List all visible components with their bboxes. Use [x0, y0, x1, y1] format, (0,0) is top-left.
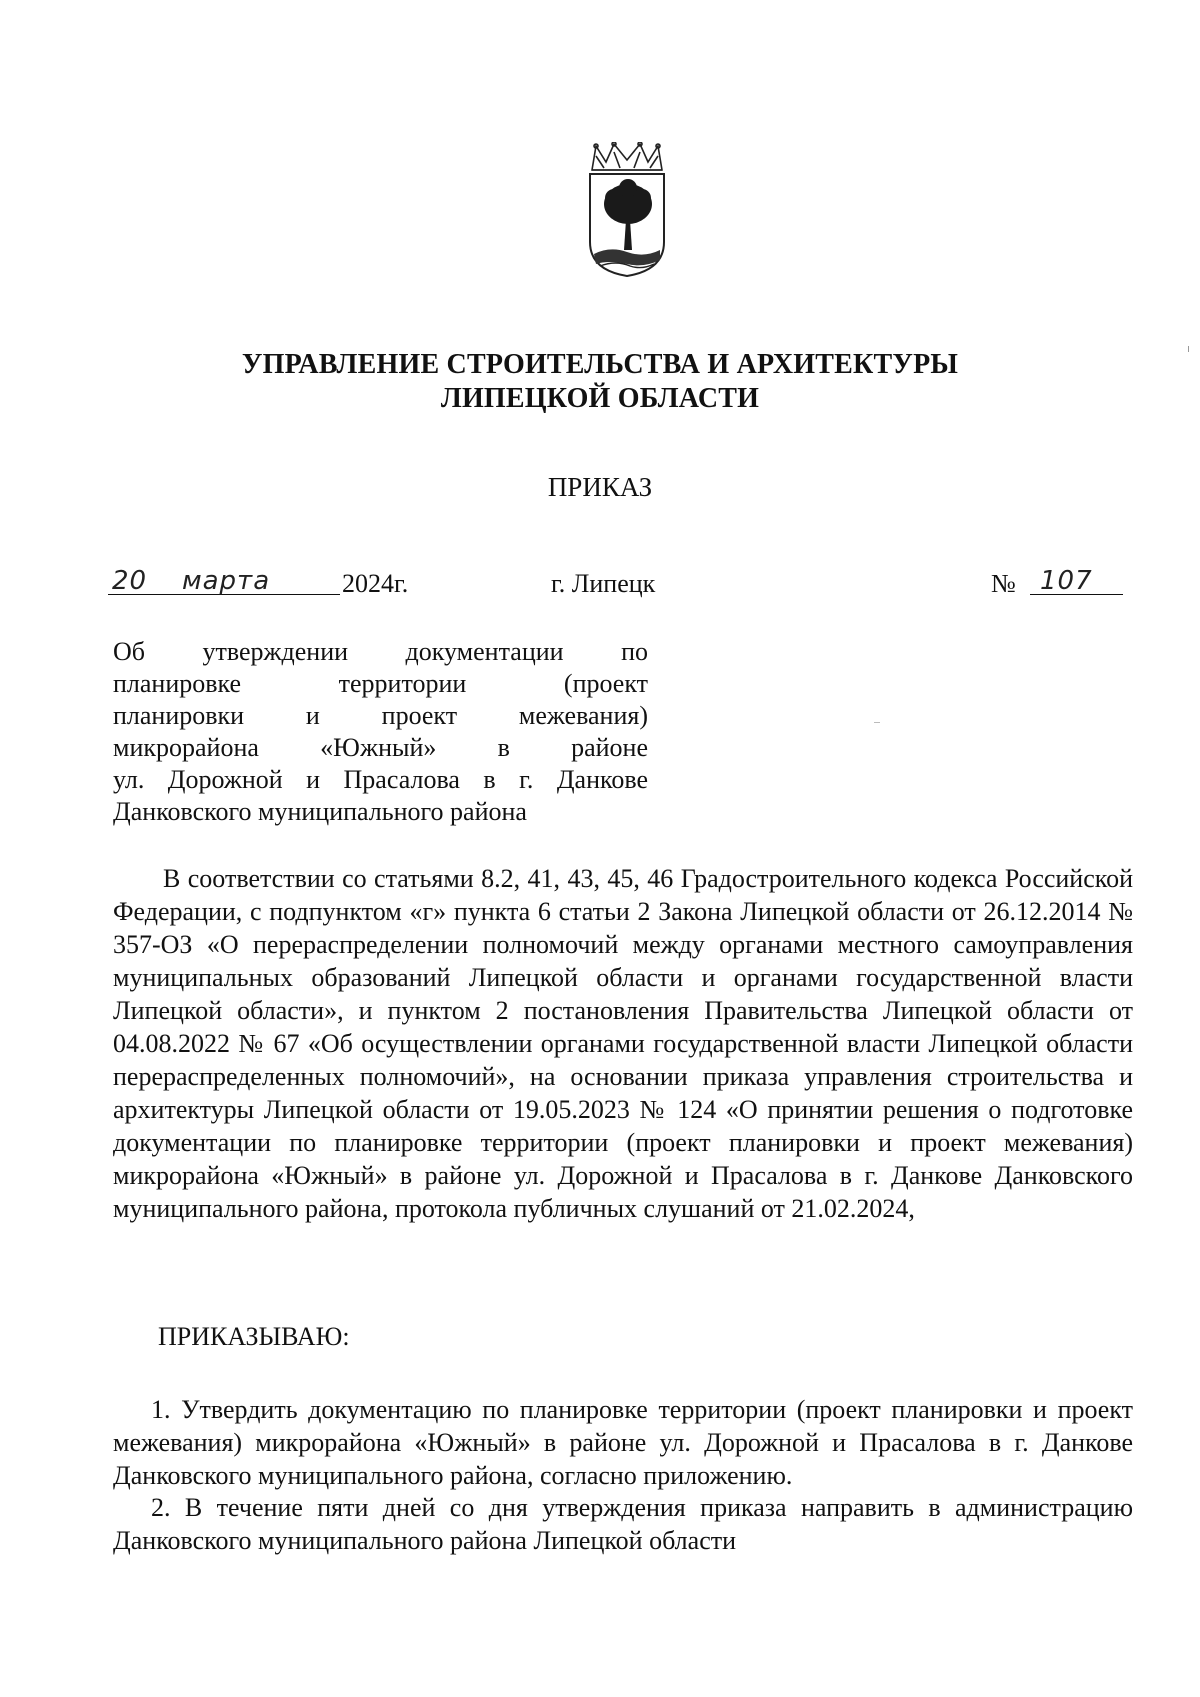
document-subject [113, 636, 648, 828]
subject-line: Об утверждении документации по [113, 637, 648, 666]
subject-line: планировке территории (проект [113, 669, 648, 698]
decree-heading: ПРИКАЗЫВАЮ: [158, 1322, 350, 1351]
scan-mark [1188, 346, 1189, 352]
organization-name-line1: УПРАВЛЕНИЕ СТРОИТЕЛЬСТВА И АРХИТЕКТУРЫ [241, 349, 959, 380]
handwritten-date-day: 20 [112, 566, 148, 596]
handwritten-document-number: 107 [1040, 566, 1093, 596]
date-year: 2024г. [342, 569, 409, 598]
scan-mark [874, 722, 880, 723]
document-type-title: ПРИКАЗ [547, 472, 653, 502]
handwritten-date-month: марта [182, 566, 271, 596]
order-item-2: 2. В течение пяти дней со дня утверждения приказа направить в администрацию Данковского муниципального района Липецкой области [113, 1493, 1133, 1555]
coat-of-arms-icon [586, 142, 668, 280]
city-name: г. Липецк [551, 569, 656, 598]
subject-line: планировки и проект межевания) [113, 701, 648, 730]
subject-line: микрорайона «Южный» в районе [113, 733, 648, 762]
subject-line: Данковского муниципального района [113, 797, 527, 826]
number-sign: № [991, 569, 1016, 598]
order-item-1: 1. Утвердить документацию по планировке территории (проект планировки и проект межевания) микрорайона «Южный» в районе ул. Дорожной и Прасалова в г. Данкове Данковского муниципального района, согласно приложению. [113, 1395, 1133, 1490]
subject-line: ул. Дорожной и Прасалова в г. Данкове [113, 765, 648, 794]
preamble-paragraph: В соответствии со статьями 8.2, 41, 43, 45, 46 Градостроительного кодекса Российской Федерации, с подпунктом «г» пункта 6 статьи 2 Закона Липецкой области от 26.12.2014 № 357-ОЗ «О перераспределении полномочий между органами местного самоуправления муниципальных образований Липецкой области и органами государственной власти Липецкой области», и пунктом 2 постановления Правительства Липецкой области от 04.08.2022 № 67 «Об осуществлении органами государственной власти Липецкой области перераспределенных полномочий», на основании приказа управления строительства и архитектуры Липецкой области от 19.05.2023 № 124 «О принятии решения о подготовке документации по планировке территории (проект планировки и проект межевания) микрорайона «Южный» в районе ул. Дорожной и Прасалова в г. Данкове Данковского муниципального района, протокола публичных слушаний от 21.02.2024, [113, 864, 1133, 1223]
organization-name-line2: ЛИПЕЦКОЙ ОБЛАСТИ [440, 383, 760, 414]
date-number-row [0, 566, 1200, 606]
